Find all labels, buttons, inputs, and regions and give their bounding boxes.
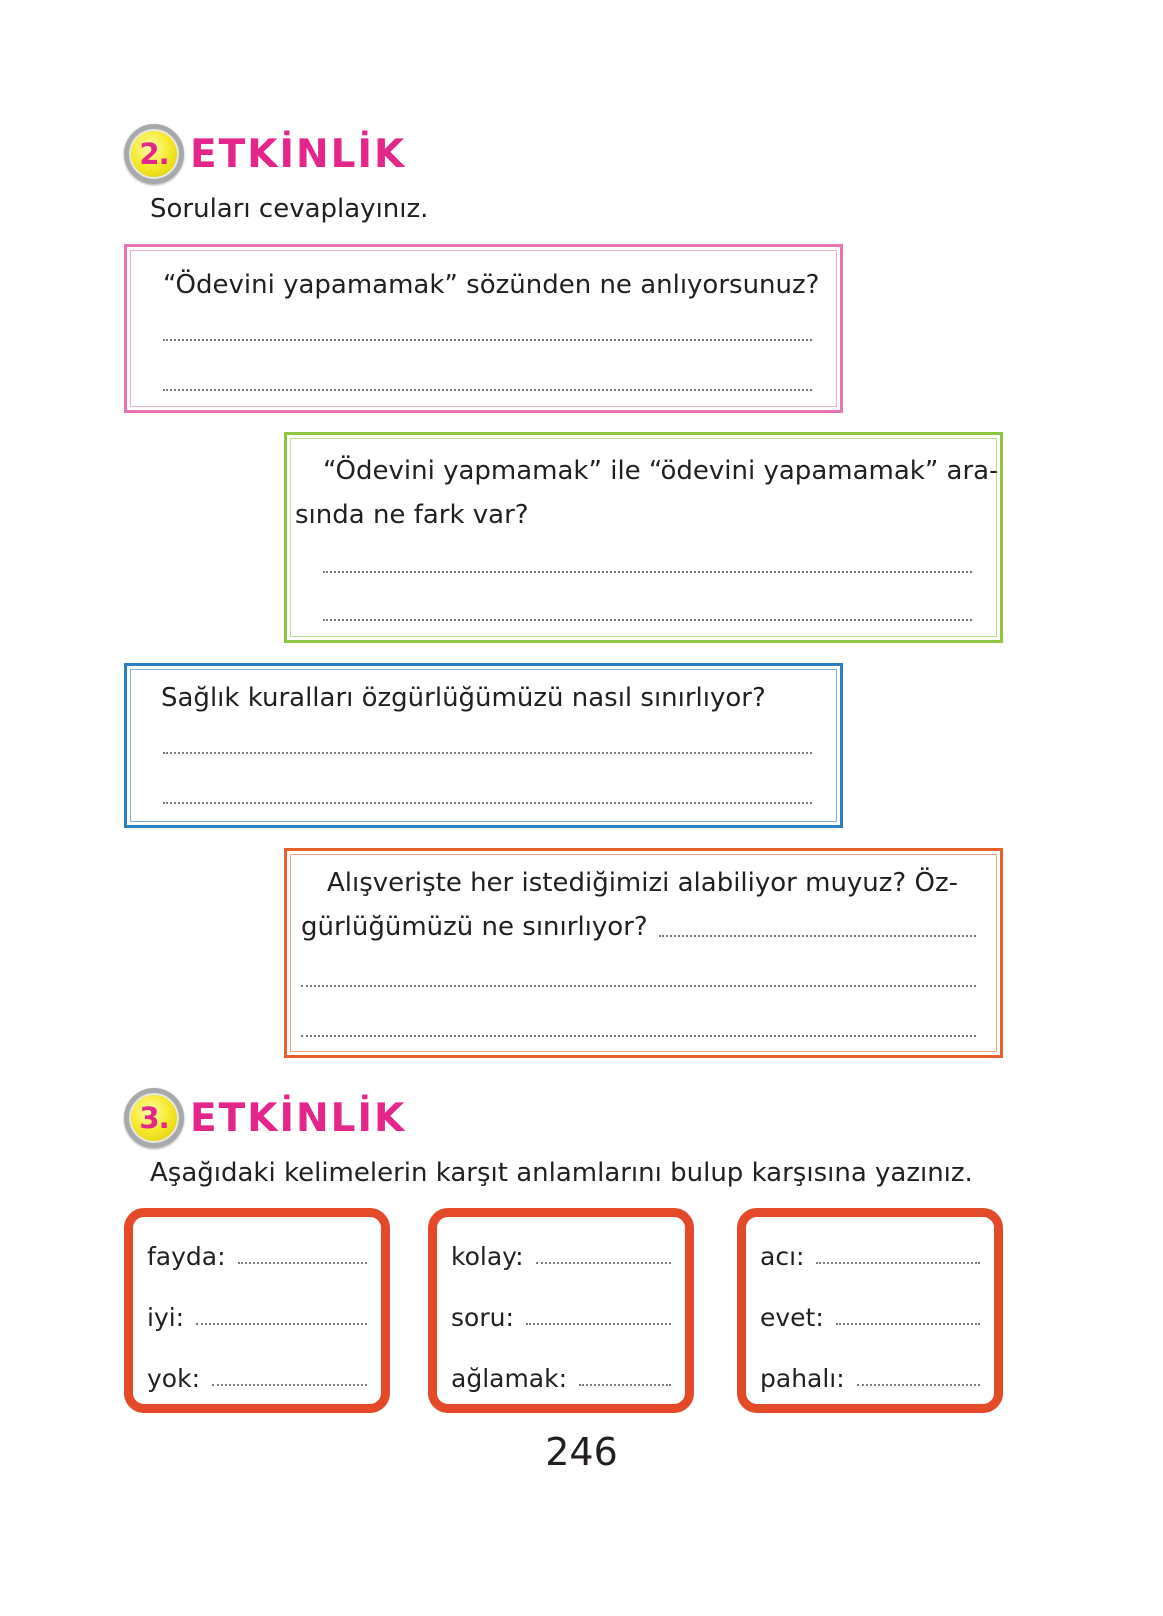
activity-3-instruction: Aşağıdaki kelimelerin karşıt anlamlarını bulup karşısına yazınız.	[150, 1158, 973, 1188]
question-box-3	[124, 663, 843, 828]
answer-line[interactable]	[238, 1262, 367, 1264]
word-label: acı:	[760, 1242, 805, 1271]
antonym-row	[451, 1231, 671, 1271]
answer-line[interactable]	[163, 339, 812, 341]
question-2-text-line2: sında ne fark var?	[295, 500, 529, 530]
activity-2-heading	[124, 121, 406, 187]
question-3-text: Sağlık kuralları özgürlüğümüzü nasıl sınırlıyor?	[161, 683, 766, 713]
question-box-4	[284, 848, 1003, 1058]
answer-line[interactable]	[163, 752, 812, 754]
answer-line[interactable]	[301, 1035, 976, 1037]
answer-line[interactable]	[536, 1262, 671, 1264]
activity-2-instruction: Soruları cevaplayınız.	[150, 194, 429, 224]
answer-line[interactable]	[836, 1323, 980, 1325]
answer-line[interactable]	[526, 1323, 671, 1325]
word-label: pahalı:	[760, 1364, 845, 1393]
answer-line[interactable]	[163, 802, 812, 804]
question-box-1	[124, 244, 843, 413]
antonym-row	[147, 1231, 367, 1271]
antonym-row	[451, 1292, 671, 1332]
antonym-row	[147, 1353, 367, 1393]
activity-number: 3.	[139, 1101, 169, 1135]
antonym-row	[760, 1292, 980, 1332]
antonym-box-1	[124, 1208, 390, 1413]
answer-line[interactable]	[323, 619, 972, 621]
antonym-row	[451, 1353, 671, 1393]
word-label: fayda:	[147, 1242, 226, 1271]
question-2-text-line1: “Ödevini yapmamak” ile “ödevini yapamamak” ara-	[323, 456, 999, 486]
word-label: iyi:	[147, 1303, 185, 1332]
antonym-row	[147, 1292, 367, 1332]
antonym-row	[760, 1353, 980, 1393]
activity-3-heading	[124, 1085, 406, 1151]
antonym-row	[760, 1231, 980, 1271]
answer-line[interactable]	[301, 985, 976, 987]
answer-line[interactable]	[323, 571, 972, 573]
answer-line[interactable]	[857, 1384, 980, 1386]
activity-number: 2.	[139, 137, 169, 171]
answer-line[interactable]	[196, 1323, 367, 1325]
question-box-2	[284, 432, 1003, 643]
answer-line[interactable]	[659, 935, 976, 937]
answer-line[interactable]	[163, 389, 812, 391]
word-label: ağlamak:	[451, 1364, 568, 1393]
activity-title: ETKİNLİK	[190, 1095, 407, 1141]
answer-line[interactable]	[212, 1384, 367, 1386]
activity-title: ETKİNLİK	[190, 131, 407, 177]
question-4-text-line1: Alışverişte her istediğimizi alabiliyor muyuz? Öz-	[327, 868, 958, 898]
question-1-text: “Ödevini yapamamak” sözünden ne anlıyorsunuz?	[163, 270, 820, 300]
word-label: yok:	[147, 1364, 200, 1393]
page-number: 246	[545, 1430, 618, 1474]
activity-number-badge	[124, 1088, 184, 1148]
question-4-text-line2: gürlüğümüzü ne sınırlıyor?	[301, 912, 648, 942]
antonym-box-3	[737, 1208, 1003, 1413]
word-label: evet:	[760, 1303, 824, 1332]
antonym-box-2	[428, 1208, 694, 1413]
word-label: soru:	[451, 1303, 514, 1332]
activity-number-badge	[124, 124, 184, 184]
answer-line[interactable]	[579, 1384, 671, 1386]
word-label: kolay:	[451, 1242, 524, 1271]
answer-line[interactable]	[816, 1262, 980, 1264]
